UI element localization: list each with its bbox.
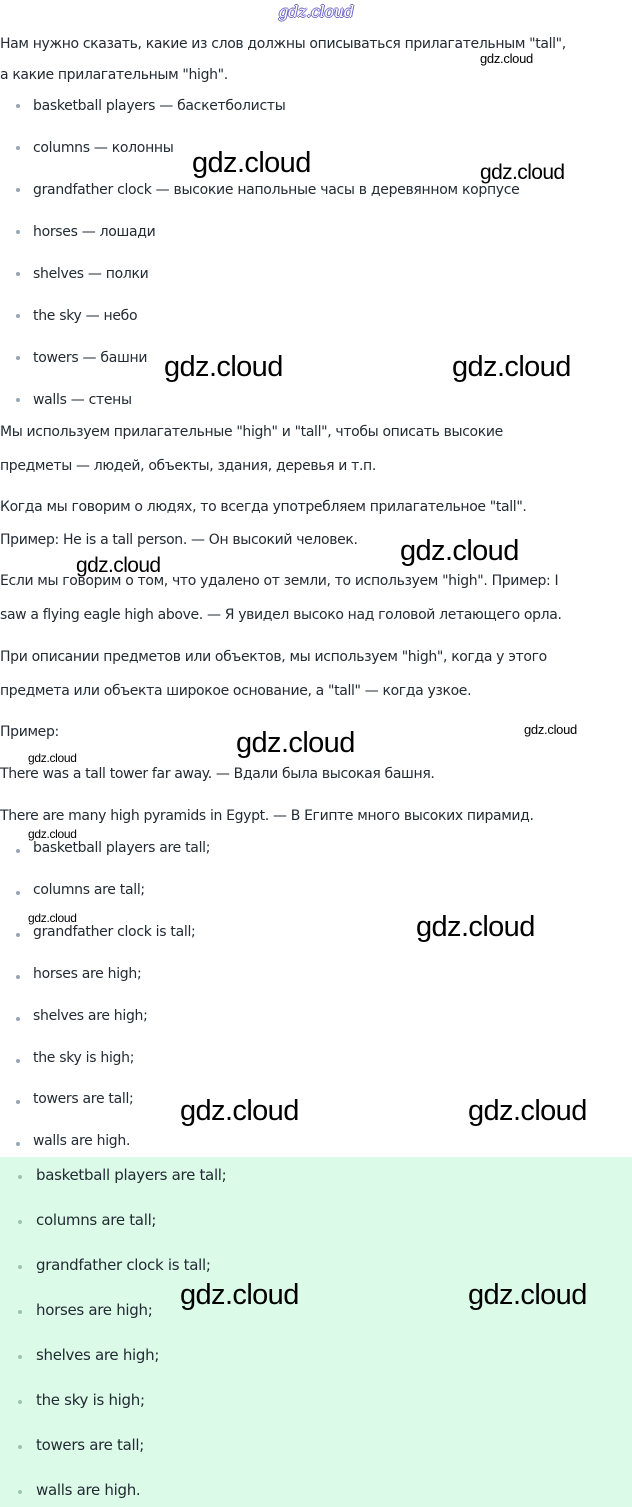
- answer-box: [0, 1157, 632, 1507]
- explanation-p2-line1: Когда мы говорим о людях, то всегда употребляем прилагательное "tall".: [0, 499, 527, 515]
- bullet-icon: [16, 891, 20, 895]
- watermark: gdz.cloud: [468, 1095, 587, 1127]
- bullet-icon: [16, 1059, 20, 1063]
- answer-box-item: horses are high;: [36, 1301, 153, 1319]
- watermark: gdz.cloud: [480, 161, 565, 184]
- example-1: There was a tall tower far away. — Вдали была высокая башня.: [0, 766, 435, 782]
- vocab-item: grandfather clock — высокие напольные часы в деревянном корпусе: [33, 182, 520, 198]
- answer-box-item: shelves are high;: [36, 1346, 160, 1364]
- bullet-icon: [16, 1017, 20, 1021]
- watermark: gdz.cloud: [28, 827, 77, 841]
- vocab-item: shelves — полки: [33, 266, 149, 282]
- vocab-item: walls — стены: [33, 392, 132, 408]
- answer-item: basketball players are tall;: [33, 840, 211, 856]
- bullet-icon: [16, 849, 20, 853]
- watermark: gdz.cloud: [400, 535, 519, 567]
- watermark: gdz.cloud: [416, 911, 535, 943]
- answer-box-item: grandfather clock is tall;: [36, 1256, 211, 1274]
- vocab-item: horses — лошади: [33, 224, 156, 240]
- bullet-icon: [18, 1400, 22, 1404]
- bullet-icon: [16, 188, 20, 192]
- answer-box-item: walls are high.: [36, 1481, 141, 1499]
- bullet-icon: [16, 933, 20, 937]
- bullet-icon: [18, 1310, 22, 1314]
- bullet-icon: [16, 272, 20, 276]
- explanation-p4-line1: При описании предметов или объектов, мы используем "high", когда у этого: [0, 649, 547, 665]
- explanation-p1-line2: предметы — людей, объекты, здания, деревья и т.п.: [0, 458, 376, 474]
- vocab-item: towers — башни: [33, 350, 148, 366]
- answer-item: columns are tall;: [33, 882, 145, 898]
- intro-line-1: Нам нужно сказать, какие из слов должны описываться прилагательным "tall",: [0, 36, 566, 52]
- explanation-p4-line2: предмета или объекта широкое основание, а "tall" — когда узкое.: [0, 683, 472, 699]
- answer-box-item: the sky is high;: [36, 1391, 145, 1409]
- bullet-icon: [18, 1355, 22, 1359]
- bullet-icon: [16, 975, 20, 979]
- answer-box-item: towers are tall;: [36, 1436, 144, 1454]
- watermark: gdz.cloud: [28, 911, 77, 925]
- vocab-item: columns — колонны: [33, 140, 174, 156]
- answer-item: towers are tall;: [33, 1091, 134, 1107]
- bullet-icon: [18, 1445, 22, 1449]
- watermark: gdz.cloud: [236, 727, 355, 759]
- bullet-icon: [18, 1175, 22, 1179]
- watermark: gdz.cloud: [180, 1279, 299, 1311]
- bullet-icon: [16, 104, 20, 108]
- bullet-icon: [16, 146, 20, 150]
- bullet-icon: [16, 1142, 20, 1146]
- explanation-p3-line2: saw a flying eagle high above. — Я увидел высоко над головой летающего орла.: [0, 607, 562, 623]
- answer-box-item: basketball players are tall;: [36, 1166, 227, 1184]
- watermark: gdz.cloud: [180, 1095, 299, 1127]
- example-2: There are many high pyramids in Egypt. — В Египте много высоких пирамид.: [0, 808, 534, 824]
- site-logo[interactable]: gdz.cloud: [278, 2, 354, 21]
- bullet-icon: [16, 1100, 20, 1104]
- answer-item: the sky is high;: [33, 1050, 135, 1066]
- watermark: gdz.cloud: [28, 751, 77, 765]
- bullet-icon: [16, 230, 20, 234]
- watermark: gdz.cloud: [480, 51, 533, 66]
- explanation-p1-line1: Мы используем прилагательные "high" и "tall", чтобы описать высокие: [0, 424, 503, 440]
- example-label: Пример:: [0, 724, 59, 740]
- bullet-icon: [16, 398, 20, 402]
- answer-item: shelves are high;: [33, 1008, 148, 1024]
- bullet-icon: [16, 356, 20, 360]
- watermark: gdz.cloud: [164, 351, 283, 383]
- bullet-icon: [18, 1490, 22, 1494]
- intro-line-2: а какие прилагательным "high".: [0, 67, 228, 83]
- explanation-p3-line1: Если мы говорим о том, что удалено от земли, то используем "high". Пример: I: [0, 573, 559, 589]
- vocab-item: basketball players — баскетболисты: [33, 98, 286, 114]
- watermark: gdz.cloud: [452, 351, 571, 383]
- watermark: gdz.cloud: [468, 1279, 587, 1311]
- answer-item: horses are high;: [33, 966, 142, 982]
- watermark: gdz.cloud: [76, 554, 161, 577]
- answer-item: grandfather clock is tall;: [33, 924, 196, 940]
- watermark: gdz.cloud: [524, 722, 577, 737]
- bullet-icon: [16, 314, 20, 318]
- watermark: gdz.cloud: [192, 147, 311, 179]
- answer-item: walls are high.: [33, 1133, 131, 1149]
- vocab-item: the sky — небо: [33, 308, 138, 324]
- explanation-p2-line2: Пример: He is a tall person. — Он высокий человек.: [0, 532, 358, 548]
- bullet-icon: [18, 1265, 22, 1269]
- answer-box-item: columns are tall;: [36, 1211, 157, 1229]
- bullet-icon: [18, 1220, 22, 1224]
